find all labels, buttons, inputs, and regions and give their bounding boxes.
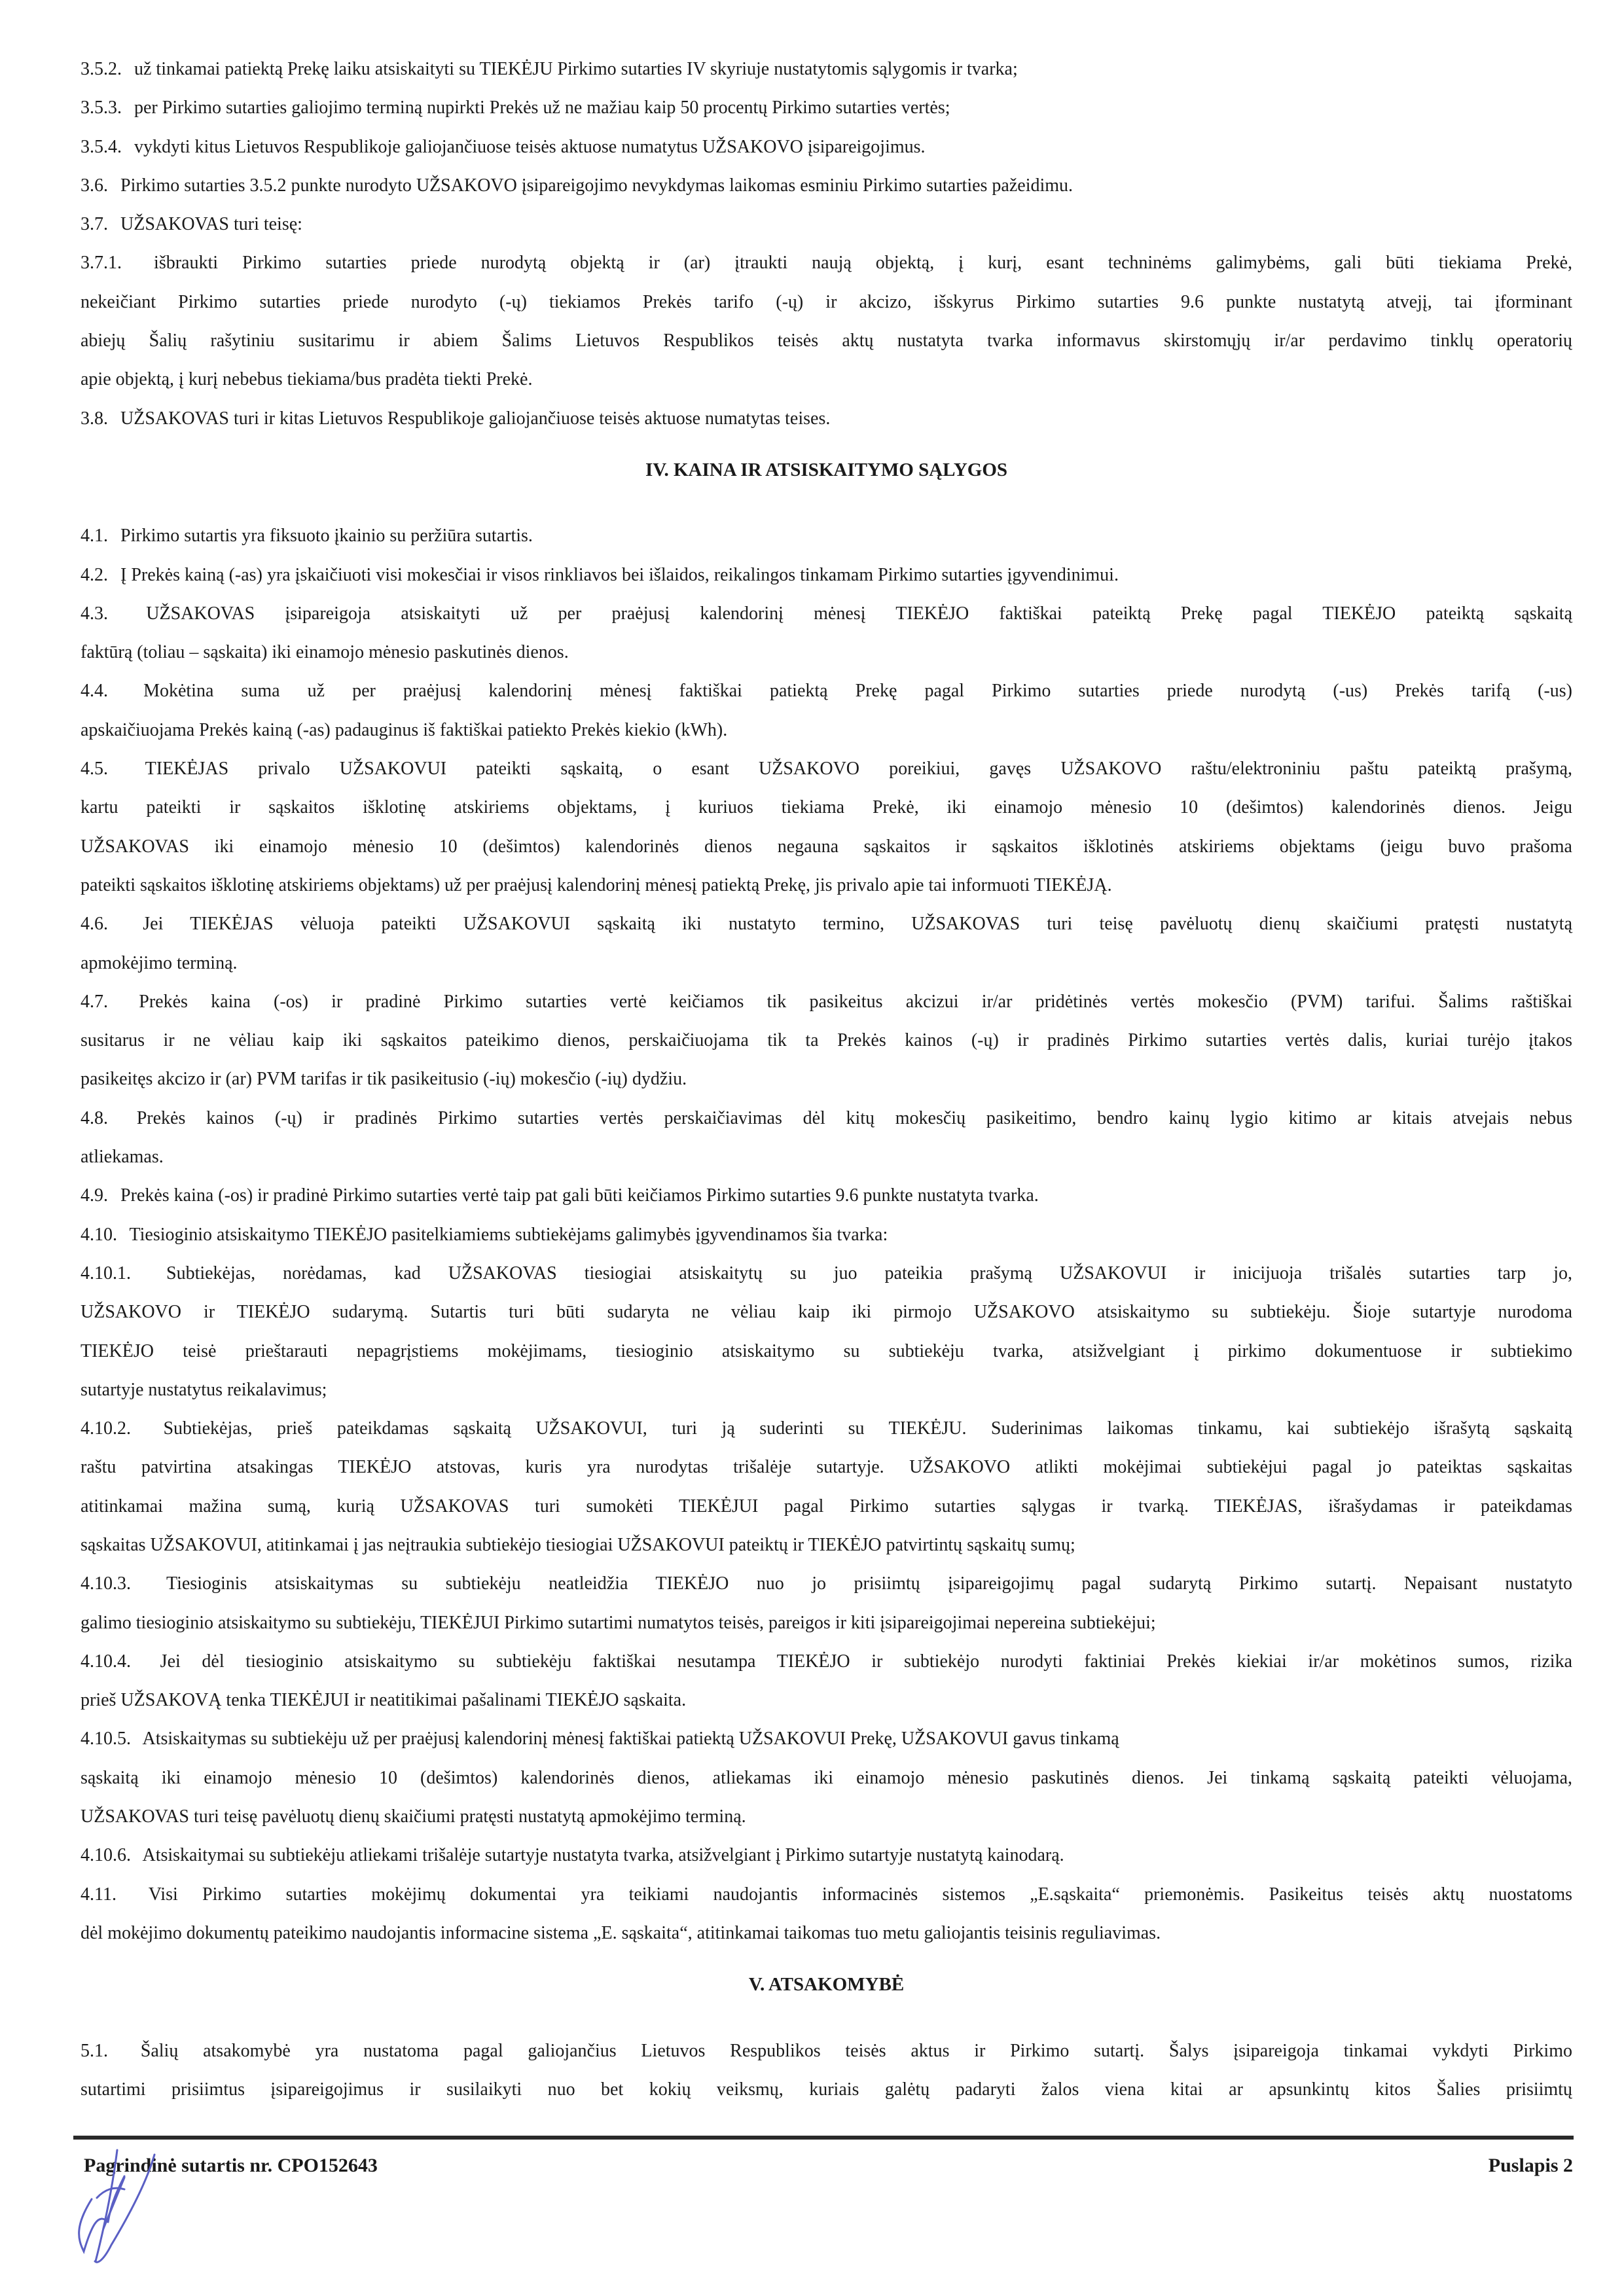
clause-line xyxy=(81,360,1572,399)
clause-text: Subtiekėjas, norėdamas, kad UŽSAKOVAS tiesiogiai atsiskaitytų su juo pateikia prašymą UŽSAKOVUI ir inicijuoja trišalės sutarties tarp jo, xyxy=(166,1263,1572,1283)
clause-line xyxy=(81,711,1572,749)
clause-text: Visi Pirkimo sutarties mokėjimų dokumentai yra teikiami naudojantis informacinės sistemos „E.sąskaita“ priemonėmis. Pasikeitus teisės aktų nuostatoms xyxy=(148,1884,1572,1905)
clause xyxy=(81,399,1572,438)
clause xyxy=(81,1099,1572,1177)
clause-line xyxy=(81,1176,1572,1215)
section-heading: IV. KAINA IR ATSISKAITYMO SĄLYGOS xyxy=(645,459,1008,480)
clause xyxy=(81,88,1572,127)
clause-line xyxy=(81,1293,1572,1331)
clause xyxy=(81,1719,1572,1836)
clause-line xyxy=(81,1487,1572,1526)
clause-line xyxy=(81,88,1572,127)
clause-number: 3.7.1. xyxy=(81,253,122,274)
clause-text: pasikeitęs akcizo ir (ar) PVM tarifas ir tik pasikeitusio (-ių) mokesčio (-ių) dydžiu. xyxy=(81,1069,687,1090)
clause-number: 3.5.3. xyxy=(81,98,122,118)
clause-text: sąskaitas UŽSAKOVUI, atitinkamai į jas neįtraukia subtiekėjo tiesiogiai UŽSAKOVUI pateiktų ir TIEKĖJO patvirtintų sąskaitų sumų; xyxy=(81,1534,1075,1555)
clause-line xyxy=(81,516,1572,555)
clause-line xyxy=(81,866,1572,905)
clause xyxy=(81,1176,1572,1215)
clause-text: Tiesioginio atsiskaitymo TIEKĖJO pasitelkiamiems subtiekėjams galimybės įgyvendinamos šia tvarka: xyxy=(129,1224,888,1245)
clause-text: pateikti sąskaitos išklotinę atskiriems objektams) už per praėjusį kalendorinį mėnesį patiektą Prekę, jis privalo apie tai informuoti TIEKĖJĄ. xyxy=(81,874,1112,895)
page-number: Puslapis 2 xyxy=(1488,2155,1573,2176)
clause-text: atitinkamai mažina sumą, kurią UŽSAKOVAS turi sumokėti TIEKĖJUI pagal Pirkimo sutarties sąlygas ir tvarką. TIEKĖJAS, išrašydamas ir pateikdamas xyxy=(81,1496,1572,1516)
clause-number: 3.8. xyxy=(81,408,108,429)
clause-text: Į Prekės kainą (-as) yra įskaičiuoti visi mokesčiai ir visos rinkliavos bei išlaidos, reikalingos tinkamam Pirkimo sutarties įgyvendinimui. xyxy=(120,564,1119,585)
clause-line xyxy=(81,1797,1572,1836)
clause-line xyxy=(81,2032,1572,2070)
clause-text: faktūrą (toliau – sąskaita) iki einamojo mėnesio paskutinės dienos. xyxy=(81,642,569,663)
clause-text: nekeičiant Pirkimo sutarties priede nurodyto (-ų) tiekiamos Prekės tarifo (-ų) ir akcizo, išskyrus Pirkimo sutarties 9.6 punkte nustatytą atvejį, tai įforminant xyxy=(81,291,1572,312)
clause-line xyxy=(81,1875,1572,1914)
clause-text: Mokėtina suma už per praėjusį kalendorinį mėnesį faktiškai patiektą Prekę pagal Pirkimo sutarties priede nurodytą (-us) Prekės tarifą (-us) xyxy=(143,681,1573,702)
clause-text: sąskaitą iki einamojo mėnesio 10 (dešimtos) kalendorinės dienos, atliekamas iki einamojo mėnesio paskutinės dienos. Jei tinkamą sąskaitą pateikti vėluojama, xyxy=(81,1767,1572,1788)
clause xyxy=(81,205,1572,243)
clause-text: Tiesioginis atsiskaitymas su subtiekėju neatleidžia TIEKĖJO nuo jo prisiimtų įsipareigojimų pagal sudarytą Pirkimo sutartį. Nepaisant nustatyto xyxy=(166,1573,1573,1594)
clause xyxy=(81,128,1572,166)
clause-number: 4.10.6. xyxy=(81,1845,131,1866)
clause-line xyxy=(81,1254,1572,1293)
clause xyxy=(81,749,1572,905)
clause-number: 4.6. xyxy=(81,914,108,935)
clause-text: Jei TIEKĖJAS vėluoja pateikti UŽSAKOVUI sąskaitą iki nustatyto termino, UŽSAKOVAS turi teisę pavėluotų dienų skaičiumi pratęsti nustatytą xyxy=(143,914,1573,935)
clause-text: UŽSAKOVAS turi teisę pavėluotų dienų skaičiumi pratęsti nustatytą apmokėjimo terminą. xyxy=(81,1806,746,1827)
clause-text: išbraukti Pirkimo sutarties priede nurodytą objektą ir (ar) įtraukti naują objektą, į kurį, esant techninėms galimybėms, gali būti tiekiama Prekė, xyxy=(154,253,1573,274)
clause-line xyxy=(81,1836,1572,1874)
clause-line xyxy=(81,1409,1572,1448)
clause xyxy=(81,2032,1572,2109)
clause-line xyxy=(81,1332,1572,1371)
clause-text: galimo tiesioginio atsiskaitymo su subtiekėju, TIEKĖJUI Pirkimo sutartimi numatytos teisės, pareigos ir kiti įsipareigojimai nepereina subtiekėjui; xyxy=(81,1612,1156,1633)
clause-number: 3.6. xyxy=(81,175,108,196)
clause-line xyxy=(81,905,1572,943)
clause-line xyxy=(81,594,1572,633)
clause-text: apie objektą, į kurį nebebus tiekiama/bus pradėta tiekti Prekė. xyxy=(81,369,533,390)
clause-line xyxy=(81,827,1572,866)
clause xyxy=(81,1836,1572,1874)
clause-number: 4.11. xyxy=(81,1884,117,1905)
clause-text: Atsiskaitymas su subtiekėju už per praėjusį kalendorinį mėnesį faktiškai patiektą UŽSAKOVUI Prekę, UŽSAKOVUI gavus tinkamą xyxy=(142,1729,1119,1749)
clause-number: 4.10.2. xyxy=(81,1418,131,1439)
clause xyxy=(81,905,1572,982)
clause-text: vykdyti kitus Lietuvos Respublikoje galiojančiuose teisės aktuose numatytus UŽSAKOVO įsipareigojimus. xyxy=(134,136,926,157)
clause-number: 4.2. xyxy=(81,564,108,585)
clause-text: TIEKĖJAS privalo UŽSAKOVUI pateikti sąskaitą, o esant UŽSAKOVO poreikiui, gavęs UŽSAKOVO raštu/elektroniniu paštu pateiktą prašymą, xyxy=(145,759,1573,780)
clause-line xyxy=(81,2070,1572,2109)
clause-number: 4.1. xyxy=(81,526,108,547)
clause-text: kartu pateikti ir sąskaitos išklotinę atskiriems objektams, į kuriuos tiekiama Prekė, iki einamojo mėnesio 10 (dešimtos) kalendorinės dienos. Jeigu xyxy=(81,797,1572,818)
clause-text: atliekamas. xyxy=(81,1147,164,1168)
clause xyxy=(81,556,1572,594)
clause-text: TIEKĖJO teisė prieštarauti nepagrįstiems mokėjimams, tiesioginio atsiskaitymo su subtiekėju tvarka, atsižvelgiant į pirkimo dokumentuose ir subtiekimo xyxy=(81,1340,1572,1361)
clause xyxy=(81,1215,1572,1254)
clause xyxy=(81,50,1572,88)
clause-line xyxy=(81,321,1572,360)
clause-line xyxy=(81,1371,1572,1409)
clause-text: Prekės kaina (-os) ir pradinė Pirkimo sutarties vertė keičiamos tik pasikeitus akcizui ir/ar pridėtinės vertės mokesčio (PVM) tarifui. Šalims raštiškai xyxy=(139,991,1573,1012)
clause-text: Jei dėl tiesioginio atsiskaitymo su subtiekėju faktiškai nesutampa TIEKĖJO ir subtiekėjo nurodyti faktiniai Prekės kiekiai ir/ar mokėtinos sumos, rizika xyxy=(160,1651,1573,1672)
clause-number: 4.7. xyxy=(81,991,108,1012)
clause-text: UŽSAKOVAS turi teisę: xyxy=(120,214,302,235)
clause-text: sutartimi prisiimtus įsipareigojimus ir susilaikyti nuo bet kokių veiksmų, kuriais galėtų padaryti žalos viena kitai ar apsunkintų kitos Šalies prisiimtų xyxy=(81,2079,1572,2100)
clause-text: apskaičiuojama Prekės kainą (-as) padauginus iš faktiškai patiekto Prekės kiekio (kWh). xyxy=(81,719,728,740)
contract-number: Pagrindinė sutartis nr. CPO152643 xyxy=(84,2155,378,2176)
clause-text: Pirkimo sutartis yra fiksuoto įkainio su peržiūra sutartis. xyxy=(120,526,533,547)
clause-line xyxy=(81,982,1572,1021)
clause-line xyxy=(81,672,1572,710)
clause-line xyxy=(81,128,1572,166)
section-heading: V. ATSAKOMYBĖ xyxy=(748,1974,905,1996)
clause-line xyxy=(81,1759,1572,1797)
clause-line xyxy=(81,1138,1572,1176)
clause-line xyxy=(81,1914,1572,1952)
clause-text: abiejų Šalių rašytiniu susitarimu ir abiem Šalims Lietuvos Respublikos teisės aktų nustatyta tvarka informavus skirstomųjų ir/ar perdavimo tinklų operatorių xyxy=(81,331,1572,351)
clause xyxy=(81,166,1572,205)
clause-line xyxy=(81,944,1572,982)
clause-text: Atsiskaitymai su subtiekėju atliekami trišalėje sutartyje nustatyta tvarka, atsižvelgiant į Pirkimo sutartyje nustatytą kainodarą. xyxy=(142,1845,1064,1866)
clause xyxy=(81,672,1572,749)
clause-line xyxy=(81,1604,1572,1642)
clause-line xyxy=(81,1215,1572,1254)
clause-number: 4.10.4. xyxy=(81,1651,131,1672)
clause-text: Prekės kainos (-ų) ir pradinės Pirkimo sutarties vertės perskaičiavimas dėl kitų mokesčių pasikeitimo, bendro kainų lygio kitimo ar kitais atvejais nebus xyxy=(136,1107,1573,1128)
clause xyxy=(81,1254,1572,1409)
clause-line xyxy=(81,205,1572,243)
clause-text: UŽSAKOVAS įsipareigoja atsiskaityti už per praėjusį kalendorinį mėnesį TIEKĖJO faktiškai pateiktą Prekę pagal TIEKĖJO pateiktą sąskaitą xyxy=(146,603,1573,624)
clause xyxy=(81,594,1572,672)
clause-text: dėl mokėjimo dokumentų pateikimo naudojantis informacine sistema „E. sąskaita“, atitinkamai taikomas tuo metu galiojantis teisinis reguliavimas. xyxy=(81,1922,1161,1943)
clause-text: UŽSAKOVAS turi ir kitas Lietuvos Respublikoje galiojančiuose teisės aktuose numatytas teises. xyxy=(120,408,831,429)
clause-number: 4.5. xyxy=(81,759,108,780)
clause-line xyxy=(81,399,1572,438)
clause-line xyxy=(81,788,1572,827)
clause xyxy=(81,1564,1572,1642)
clause-line xyxy=(81,1526,1572,1564)
clause-number: 4.3. xyxy=(81,603,108,624)
clause-line xyxy=(81,1642,1572,1681)
clause-line xyxy=(81,1448,1572,1486)
clause-text: už tinkamai patiektą Prekę laiku atsiskaityti su TIEKĖJU Pirkimo sutarties IV skyriuje nustatytomis sąlygomis ir tvarka; xyxy=(134,59,1018,79)
clause-text: Pirkimo sutarties 3.5.2 punkte nurodyto UŽSAKOVO įsipareigojimo nevykdymas laikomas esminiu Pirkimo sutarties pažeidimu. xyxy=(120,175,1074,196)
clause-line xyxy=(81,749,1572,788)
clause-text: UŽSAKOVO ir TIEKĖJO sudarymą. Sutartis turi būti sudaryta ne vėliau kaip iki pirmojo UŽSAKOVO atsiskaitymo su subtiekėju. Šioje sutartyje nurodoma xyxy=(81,1302,1572,1323)
clause-number: 4.10.1. xyxy=(81,1263,131,1283)
clause-line xyxy=(81,1099,1572,1138)
clause-number: 4.4. xyxy=(81,681,108,702)
clause-line xyxy=(81,1060,1572,1098)
clause xyxy=(81,1409,1572,1564)
clause-number: 3.7. xyxy=(81,214,108,235)
clause-text: raštu patvirtina atsakingas TIEKĖJO atstovas, kuris yra nurodytas trišalėje sutartyje. UŽSAKOVO atlikti mokėjimai subtiekėjui pagal jo pateiktas sąskaitas xyxy=(81,1457,1572,1478)
clause xyxy=(81,1642,1572,1720)
clause-number: 4.10.5. xyxy=(81,1729,131,1749)
clause-text: Prekės kaina (-os) ir pradinė Pirkimo sutarties vertė taip pat gali būti keičiamos Pirkimo sutarties 9.6 punkte nustatyta tvarka. xyxy=(120,1185,1039,1206)
clause xyxy=(81,243,1572,399)
clause-text: prieš UŽSAKOVĄ tenka TIEKĖJUI ir neatitikimai pašalinami TIEKĖJO sąskaita. xyxy=(81,1690,687,1711)
clause-number: 3.5.2. xyxy=(81,59,122,79)
document-body xyxy=(81,50,1572,2109)
clause-text: UŽSAKOVAS iki einamojo mėnesio 10 (dešimtos) kalendorinės dienos negauna sąskaitos ir sąskaitos išklotinės atskiriems objektams (jeigu buvo prašoma xyxy=(81,836,1572,857)
clause-number: 4.10. xyxy=(81,1224,117,1245)
clause xyxy=(81,516,1572,555)
clause-line xyxy=(81,283,1572,321)
clause-line xyxy=(81,1681,1572,1719)
clause-number: 3.5.4. xyxy=(81,136,122,157)
footer-divider xyxy=(73,2136,1574,2140)
clause-number: 4.8. xyxy=(81,1107,108,1128)
clause-number: 4.9. xyxy=(81,1185,108,1206)
clause xyxy=(81,1875,1572,1953)
clause-line xyxy=(81,1719,1572,1758)
clause-text: susitarus ir ne vėliau kaip iki sąskaitos pateikimo dienos, perskaičiuojama tik ta Prekės kainos (-ų) ir pradinės Pirkimo sutarties vertės dalis, kuriai turėjo įtakos xyxy=(81,1030,1572,1051)
clause-line xyxy=(81,556,1572,594)
clause-number: 5.1. xyxy=(81,2040,108,2061)
clause-line xyxy=(81,50,1572,88)
clause-text: Subtiekėjas, prieš pateikdamas sąskaitą UŽSAKOVUI, turi ją suderinti su TIEKĖJU. Suderinimas laikomas tinkamu, kai subtiekėjo išrašytą sąskaitą xyxy=(163,1418,1573,1439)
clause-line xyxy=(81,243,1572,282)
clause-text: apmokėjimo terminą. xyxy=(81,952,238,973)
clause-line xyxy=(81,1564,1572,1603)
clause xyxy=(81,982,1572,1099)
clause-text: sutartyje nustatytus reikalavimus; xyxy=(81,1379,327,1400)
clause-text: per Pirkimo sutarties galiojimo terminą nupirkti Prekės už ne mažiau kaip 50 procentų Pirkimo sutarties vertės; xyxy=(134,98,950,118)
clause-line xyxy=(81,633,1572,672)
clause-line xyxy=(81,166,1572,205)
clause-line xyxy=(81,1021,1572,1060)
clause-text: Šalių atsakomybė yra nustatoma pagal galiojančius Lietuvos Respublikos teisės aktus ir Pirkimo sutartį. Šalys įsipareigoja tinkamai vykdyti Pirkimo xyxy=(140,2040,1572,2061)
clause-number: 4.10.3. xyxy=(81,1573,131,1594)
